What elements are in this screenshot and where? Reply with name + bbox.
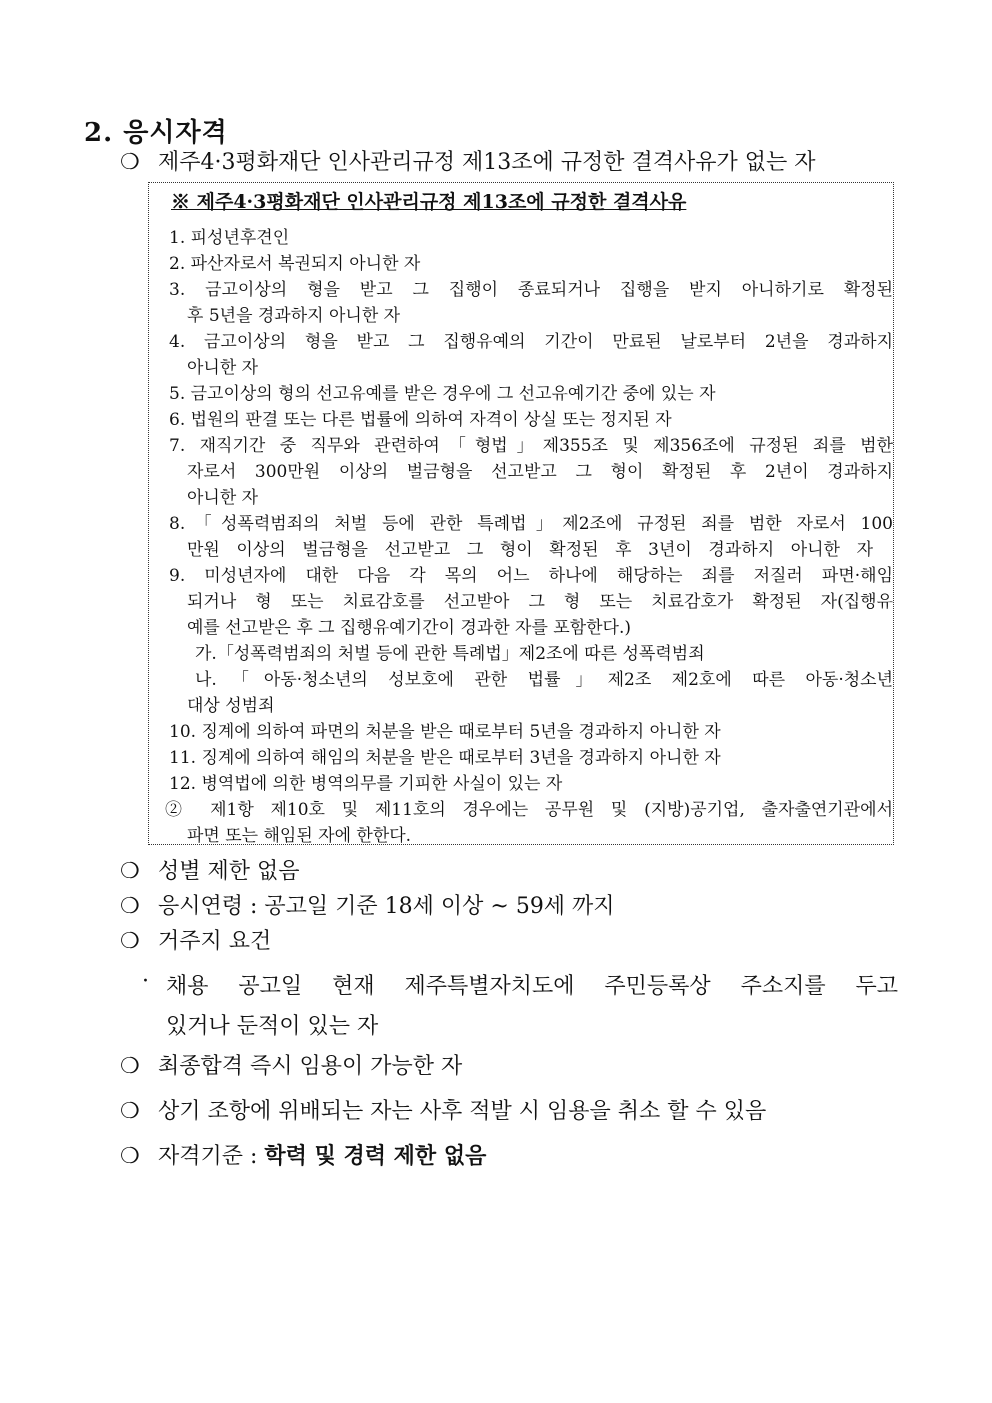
box-title: ※ 제주4·3평화재단 인사관리규정 제13조에 규정한 결격사유 [171,191,687,213]
box-line: 8.「성폭력범죄의 처벌 등에 관한 특례법」제2조에 규정된 죄를 범한 자로서 100 [169,514,893,534]
residence-line-1: 채용 공고일 현재 제주특별자치도에 주민등록상 주소지를 두고 [166,974,898,999]
bullet-qualification [120,1139,486,1170]
circle-bullet-icon: ❍ [120,1054,140,1079]
box-line: ② 제1항 제10호 및 제11호의 경우에는 공무원 및 (지방)공기업, 출자출연기관에서 [165,800,893,820]
section-heading [84,112,228,149]
box-line: 5. 금고이상의 형의 선고유예를 받은 경우에 그 선고유예기간 중에 있는 자 [169,384,716,404]
section-number: 2. [84,118,114,148]
box-line: 나.「아동·청소년의 성보호에 관한 법률」제2조 제2호에 따른 아동·청소년 [195,670,893,690]
circle-bullet-icon: ❍ [120,150,140,175]
bullet-text: 성별 제한 없음 [158,859,300,884]
box-line: 11. 징계에 의하여 해임의 처분을 받은 때로부터 3년을 경과하지 아니한 자 [169,748,721,768]
bullet-text: 자격기준 : [158,1144,265,1169]
bullet-gender [120,854,300,885]
box-line: 대상 성범죄 [187,696,275,716]
box-line: 4. 금고이상의 형을 받고 그 집행유예의 기간이 만료된 날로부터 2년을 경과하지 [169,332,893,352]
circle-bullet-icon: ❍ [120,1144,140,1169]
bullet-disqualification [120,145,816,176]
residence-dot-icon: · [142,969,149,994]
box-line: 아니한 자 [187,358,259,378]
box-line: 1. 피성년후견인 [169,228,290,248]
box-line: 예를 선고받은 후 그 집행유예기간이 경과한 자를 포함한다.) [187,618,631,638]
box-line: 후 5년을 경과하지 아니한 자 [187,306,401,326]
disqualification-box [148,182,894,845]
section-title: 응시자격 [123,118,228,148]
box-line: 만원 이상의 벌금형을 선고받고 그 형이 확정된 후 3년이 경과하지 아니한 자 [187,540,873,560]
circle-bullet-icon: ❍ [120,859,140,884]
box-line: 가.「성폭력범죄의 처벌 등에 관한 특례법」제2조에 따른 성폭력범죄 [195,644,705,664]
bullet-appointment [120,1049,462,1080]
box-line: 되거나 형 또는 치료감호를 선고받아 그 형 또는 치료감호가 확정된 자(집행유 [187,592,893,612]
bullet-age [120,889,615,920]
bullet-text: 최종합격 즉시 임용이 가능한 자 [158,1054,463,1079]
circle-bullet-icon: ❍ [120,894,140,919]
residence-line-2: 있거나 둔적이 있는 자 [166,1014,379,1039]
circle-bullet-icon: ❍ [120,1099,140,1124]
box-line: 9. 미성년자에 대한 다음 각 목의 어느 하나에 해당하는 죄를 저질러 파면·해임 [169,566,893,586]
box-line: 3. 금고이상의 형을 받고 그 집행이 종료되거나 집행을 받지 아니하기로 확정된 [169,280,893,300]
bullet-text: 상기 조항에 위배되는 자는 사후 적발 시 임용을 취소 할 수 있음 [158,1099,767,1124]
box-line: 2. 파산자로서 복권되지 아니한 자 [169,254,421,274]
bullet-text: 거주지 요건 [158,929,272,954]
bullet-residence [120,924,271,955]
bullet-text: 응시연령 : 공고일 기준 18세 이상 ~ 59세 까지 [158,894,615,919]
box-line: 10. 징계에 의하여 파면의 처분을 받은 때로부터 5년을 경과하지 아니한 자 [169,722,721,742]
box-line: 파면 또는 해임된 자에 한한다. [187,826,412,846]
box-line: 7. 재직기간 중 직무와 관련하여「형법」제355조 및 제356조에 규정된 죄를 범한 [169,436,893,456]
box-line: 자로서 300만원 이상의 벌금형을 선고받고 그 형이 확정된 후 2년이 경과하지 [187,462,893,482]
box-line: 12. 병역법에 의한 병역의무를 기피한 사실이 있는 자 [169,774,563,794]
box-line: 아니한 자 [187,488,259,508]
bullet-strong-text: 학력 및 경력 제한 없음 [264,1143,487,1169]
circle-bullet-icon: ❍ [120,929,140,954]
bullet-violation [120,1094,766,1125]
box-line: 6. 법원의 판결 또는 다른 법률에 의하여 자격이 상실 또는 정지된 자 [169,410,672,430]
bullet-text: 제주4·3평화재단 인사관리규정 제13조에 규정한 결격사유가 없는 자 [158,150,816,175]
